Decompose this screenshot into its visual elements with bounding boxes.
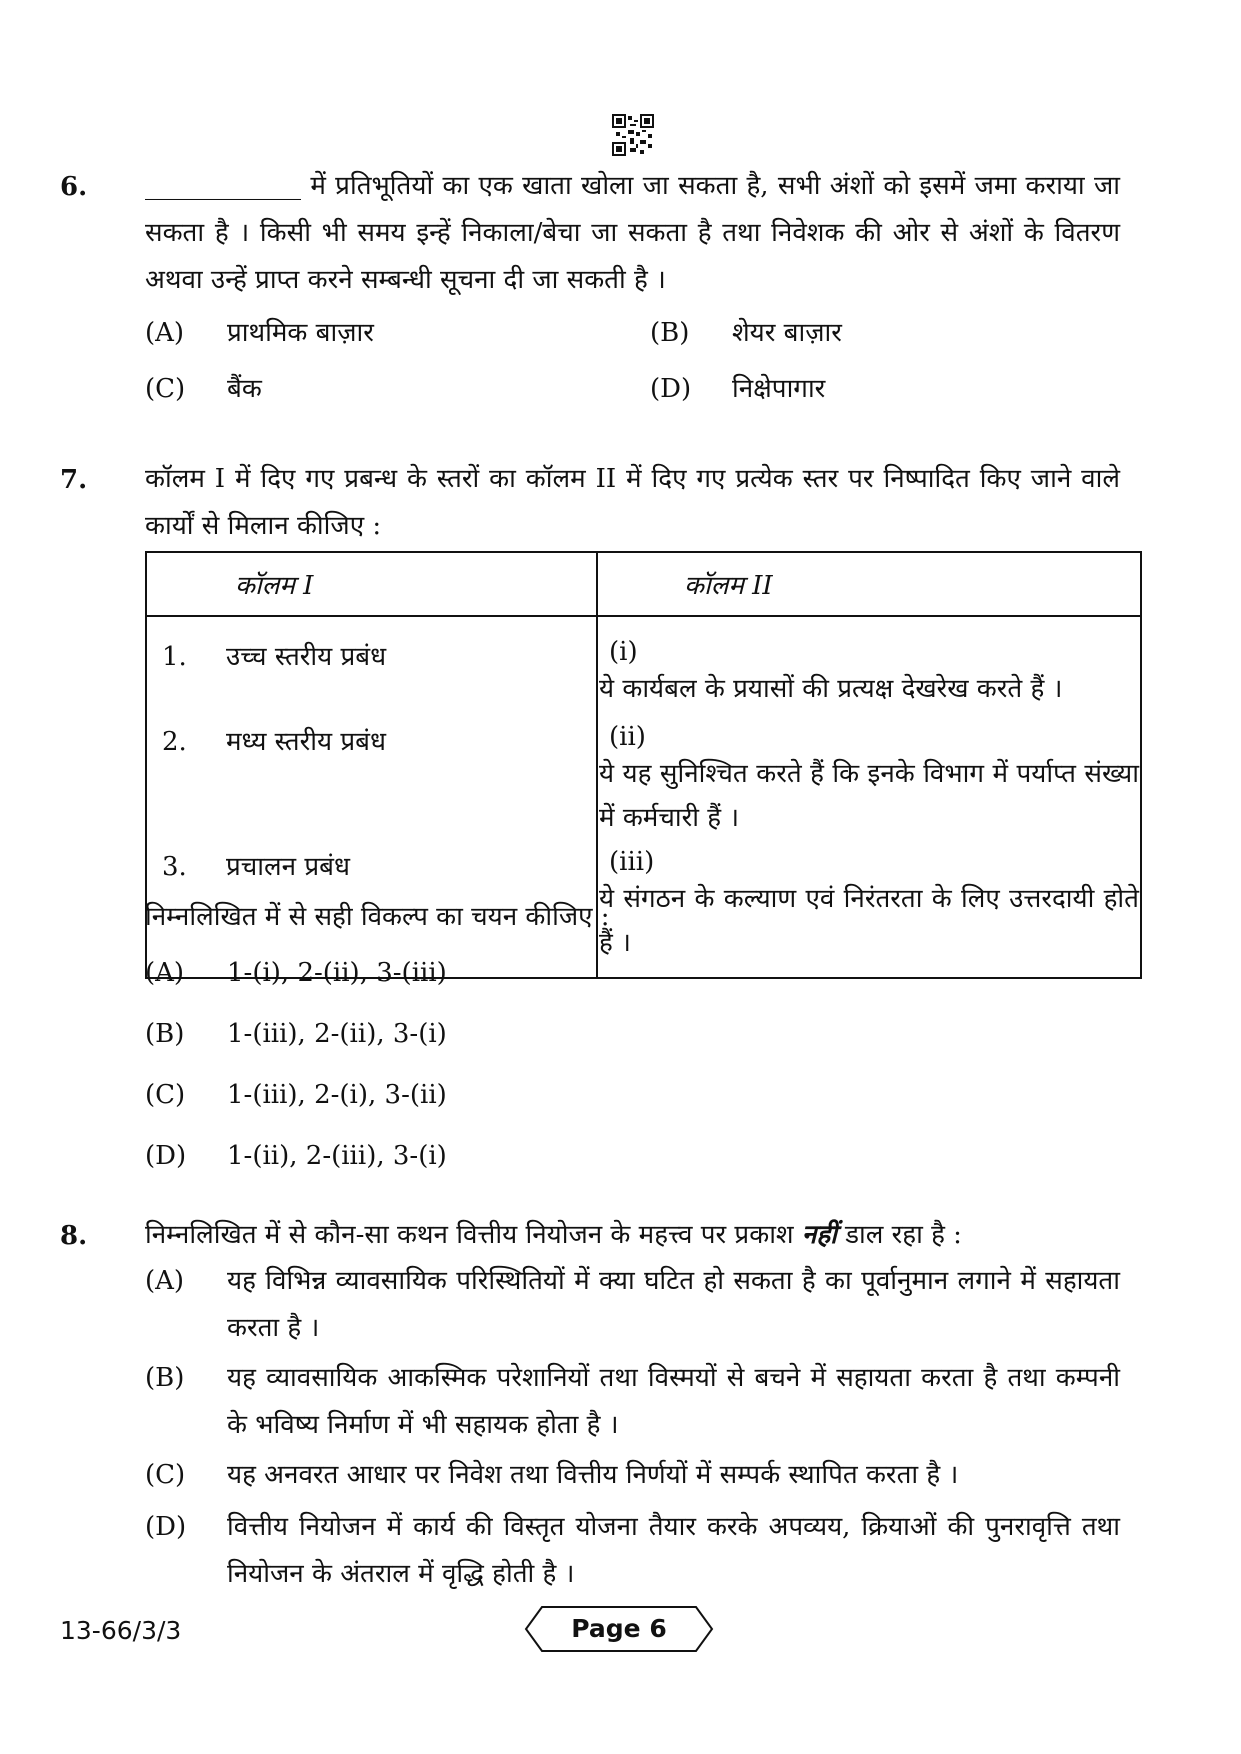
q6-option-c — [145, 369, 262, 405]
q8-text-after: डाल रहा है : — [836, 1220, 962, 1250]
question-6-number: 6. — [60, 172, 88, 202]
page-label: Page 6 — [571, 1614, 667, 1643]
option-label: (C) — [145, 1080, 186, 1110]
row-role: ये यह सुनिश्चित करते हैं कि इनके विभाग में पर्याप्त संख्या में कर्मचारी हैं । — [599, 759, 1139, 833]
question-6-text: ____________ में प्रतिभूतियों का एक खाता खोला जा सकता है, सभी अंशों को इसमें जमा कराया जा सकता है । किसी भी समय इन्हें निकाला/बेचा जा सकता है तथा निवेशक की ओर से अंशों के वितरण अथवा उन्हें प्राप्त करने सम्बन्धी सूचना दी जा सकती है । — [145, 171, 1120, 295]
row-level: उच्च स्तरीय प्रबंध — [226, 642, 387, 672]
option-text: 1-(i), 2-(ii), 3-(iii) — [227, 958, 447, 988]
row-role: ये संगठन के कल्याण एवं निरंतरता के लिए उत्तरदायी होते हैं । — [599, 884, 1139, 958]
paper-code: 13-66/3/3 — [60, 1616, 182, 1645]
q7-option-a — [145, 958, 447, 988]
table-header-row — [146, 552, 1141, 616]
page-number-badge — [524, 1604, 714, 1654]
table-row — [146, 712, 1141, 841]
question-7-text: कॉलम I में दिए गए प्रबन्ध के स्तरों का कॉलम II में दिए गए प्रत्येक स्तर पर निष्पादित किए जाने वाले कार्यों से मिलान कीजिए : — [145, 464, 1120, 541]
option-label: (A) — [145, 1266, 185, 1296]
option-text: निक्षेपागार — [732, 374, 826, 404]
row-roman: (i) — [609, 637, 638, 667]
option-label: (D) — [145, 1512, 187, 1542]
option-label: (B) — [145, 1019, 185, 1049]
option-text: वित्तीय नियोजन में कार्य की विस्तृत योजना तैयार करके अपव्यय, क्रियाओं की पुनरावृत्ति तथा नियोजन के अंतराल में वृद्धि होती है । — [227, 1512, 1120, 1589]
option-label: (D) — [650, 374, 692, 404]
q7-option-b — [145, 1019, 447, 1049]
option-text: 1-(iii), 2-(i), 3-(ii) — [227, 1080, 447, 1110]
option-text: शेयर बाज़ार — [732, 318, 842, 348]
option-label: (B) — [650, 318, 690, 348]
q8-emphasis: नहीं — [801, 1220, 837, 1250]
row-number: 1. — [162, 642, 187, 672]
q7-option-d — [145, 1141, 447, 1171]
option-text: बैंक — [227, 374, 262, 404]
row-roman: (ii) — [609, 722, 646, 752]
question-8-text — [145, 1212, 1120, 1259]
q8-option-d — [145, 1504, 1120, 1598]
row-number: 3. — [162, 852, 187, 882]
option-text: 1-(ii), 2-(iii), 3-(i) — [227, 1141, 447, 1171]
q8-option-c — [145, 1452, 1120, 1499]
option-label: (A) — [145, 958, 185, 988]
row-number: 2. — [162, 727, 187, 757]
option-label: (C) — [145, 374, 186, 404]
q6-option-d — [650, 369, 825, 405]
q7-option-c — [145, 1080, 447, 1110]
column-2-header: कॉलम II — [597, 552, 1141, 616]
row-role: ये कार्यबल के प्रयासों की प्रत्यक्ष देखरेख करते हैं । — [599, 674, 1063, 704]
question-8-number: 8. — [60, 1221, 88, 1251]
option-label: (D) — [145, 1141, 187, 1171]
q8-text-before: निम्नलिखित में से कौन-सा कथन वित्तीय नियोजन के महत्त्व पर प्रकाश — [145, 1220, 802, 1250]
option-text: प्राथमिक बाज़ार — [227, 318, 374, 348]
option-text: यह अनवरत आधार पर निवेश तथा वित्तीय निर्णयों में सम्पर्क स्थापित करता है । — [227, 1460, 959, 1490]
q7-instruction: निम्नलिखित में से सही विकल्प का चयन कीजिए : — [145, 902, 610, 932]
qr-code — [612, 114, 654, 156]
q6-option-a — [145, 313, 374, 349]
row-roman: (iii) — [609, 847, 655, 877]
row-level: प्रचालन प्रबंध — [226, 852, 350, 882]
row-level: मध्य स्तरीय प्रबंध — [226, 727, 386, 757]
option-label: (B) — [145, 1363, 185, 1393]
q6-option-b — [650, 313, 842, 349]
option-text: यह व्यावसायिक आकस्मिक परेशानियों तथा विस्मयों से बचने में सहायता करता है तथा कम्पनी के भविष्य निर्माण में भी सहायक होता है । — [227, 1363, 1120, 1440]
q8-option-a — [145, 1258, 1120, 1352]
option-text: यह विभिन्न व्यावसायिक परिस्थितियों में क्या घटित हो सकता है का पूर्वानुमान लगाने में सहायता करता है । — [227, 1266, 1120, 1343]
option-label: (A) — [145, 318, 185, 348]
option-label: (C) — [145, 1460, 186, 1490]
question-7-number: 7. — [60, 465, 88, 495]
column-1-header: कॉलम I — [146, 552, 597, 616]
q8-option-b — [145, 1355, 1120, 1449]
option-text: 1-(iii), 2-(ii), 3-(i) — [227, 1019, 447, 1049]
table-row — [146, 616, 1141, 712]
